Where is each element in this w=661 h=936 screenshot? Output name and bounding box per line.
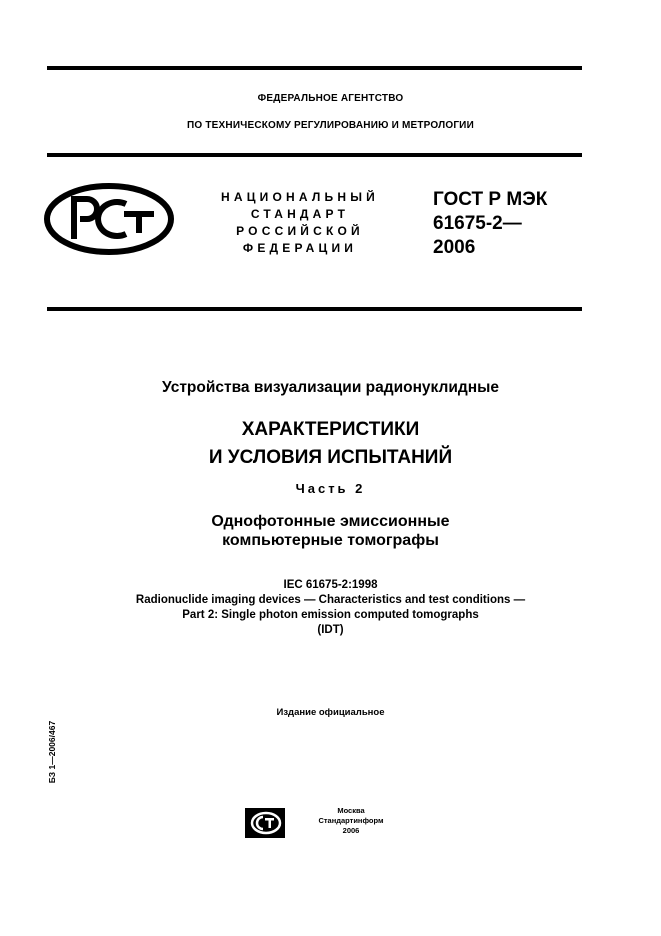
national-standard-block <box>200 189 400 257</box>
header-rule <box>47 153 582 157</box>
publisher-line: Стандартинформ <box>318 816 384 825</box>
subtitle-line: Однофотонные эмиссионные <box>211 513 450 530</box>
iec-line: Part 2: Single photon emission computed tomographs <box>182 609 479 621</box>
publisher-line: 2006 <box>342 826 360 835</box>
standard-code <box>433 188 547 260</box>
main-title <box>0 416 661 472</box>
standard-code-line: 2006 <box>433 237 476 258</box>
agency-line-2: ПО ТЕХНИЧЕСКОМУ РЕГУЛИРОВАНИЮ И МЕТРОЛОГИИ <box>187 120 474 131</box>
iec-line: Radionuclide imaging devices — Characteristics and test conditions — <box>135 594 526 606</box>
subtitle-line: компьютерные томографы <box>222 532 439 549</box>
national-line: ФЕДЕРАЦИИ <box>242 241 358 255</box>
main-title-line: И УСЛОВИЯ ИСПЫТАНИЙ <box>208 447 453 468</box>
standard-code-line: ГОСТ Р МЭК <box>433 189 548 210</box>
standard-code-line: 61675-2— <box>433 213 522 234</box>
iec-line: (IDT) <box>317 624 344 636</box>
main-title-line: ХАРАКТЕРИСТИКИ <box>241 419 420 440</box>
standartinform-logo-icon <box>245 808 285 838</box>
publisher-line: Москва <box>337 806 365 815</box>
iec-reference <box>0 578 661 638</box>
rst-emblem-icon <box>44 183 174 255</box>
block-rule <box>47 307 582 311</box>
publisher-info <box>311 806 391 836</box>
subtitle <box>0 512 661 550</box>
national-line: СТАНДАРТ <box>250 207 350 221</box>
agency-line-1: ФЕДЕРАЛЬНОЕ АГЕНТСТВО <box>257 93 404 104</box>
national-line: НАЦИОНАЛЬНЫЙ <box>220 190 380 204</box>
national-line: РОССИЙСКОЙ <box>236 224 364 238</box>
edition-label: Издание официальное <box>276 707 385 718</box>
part-label: Часть 2 <box>295 481 366 496</box>
top-rule <box>47 66 582 70</box>
title-line-1: Устройства визуализации радионуклидные <box>162 379 499 396</box>
iec-line: IEC 61675-2:1998 <box>283 579 378 591</box>
side-code: БЗ 1—2006/467 <box>47 720 57 784</box>
